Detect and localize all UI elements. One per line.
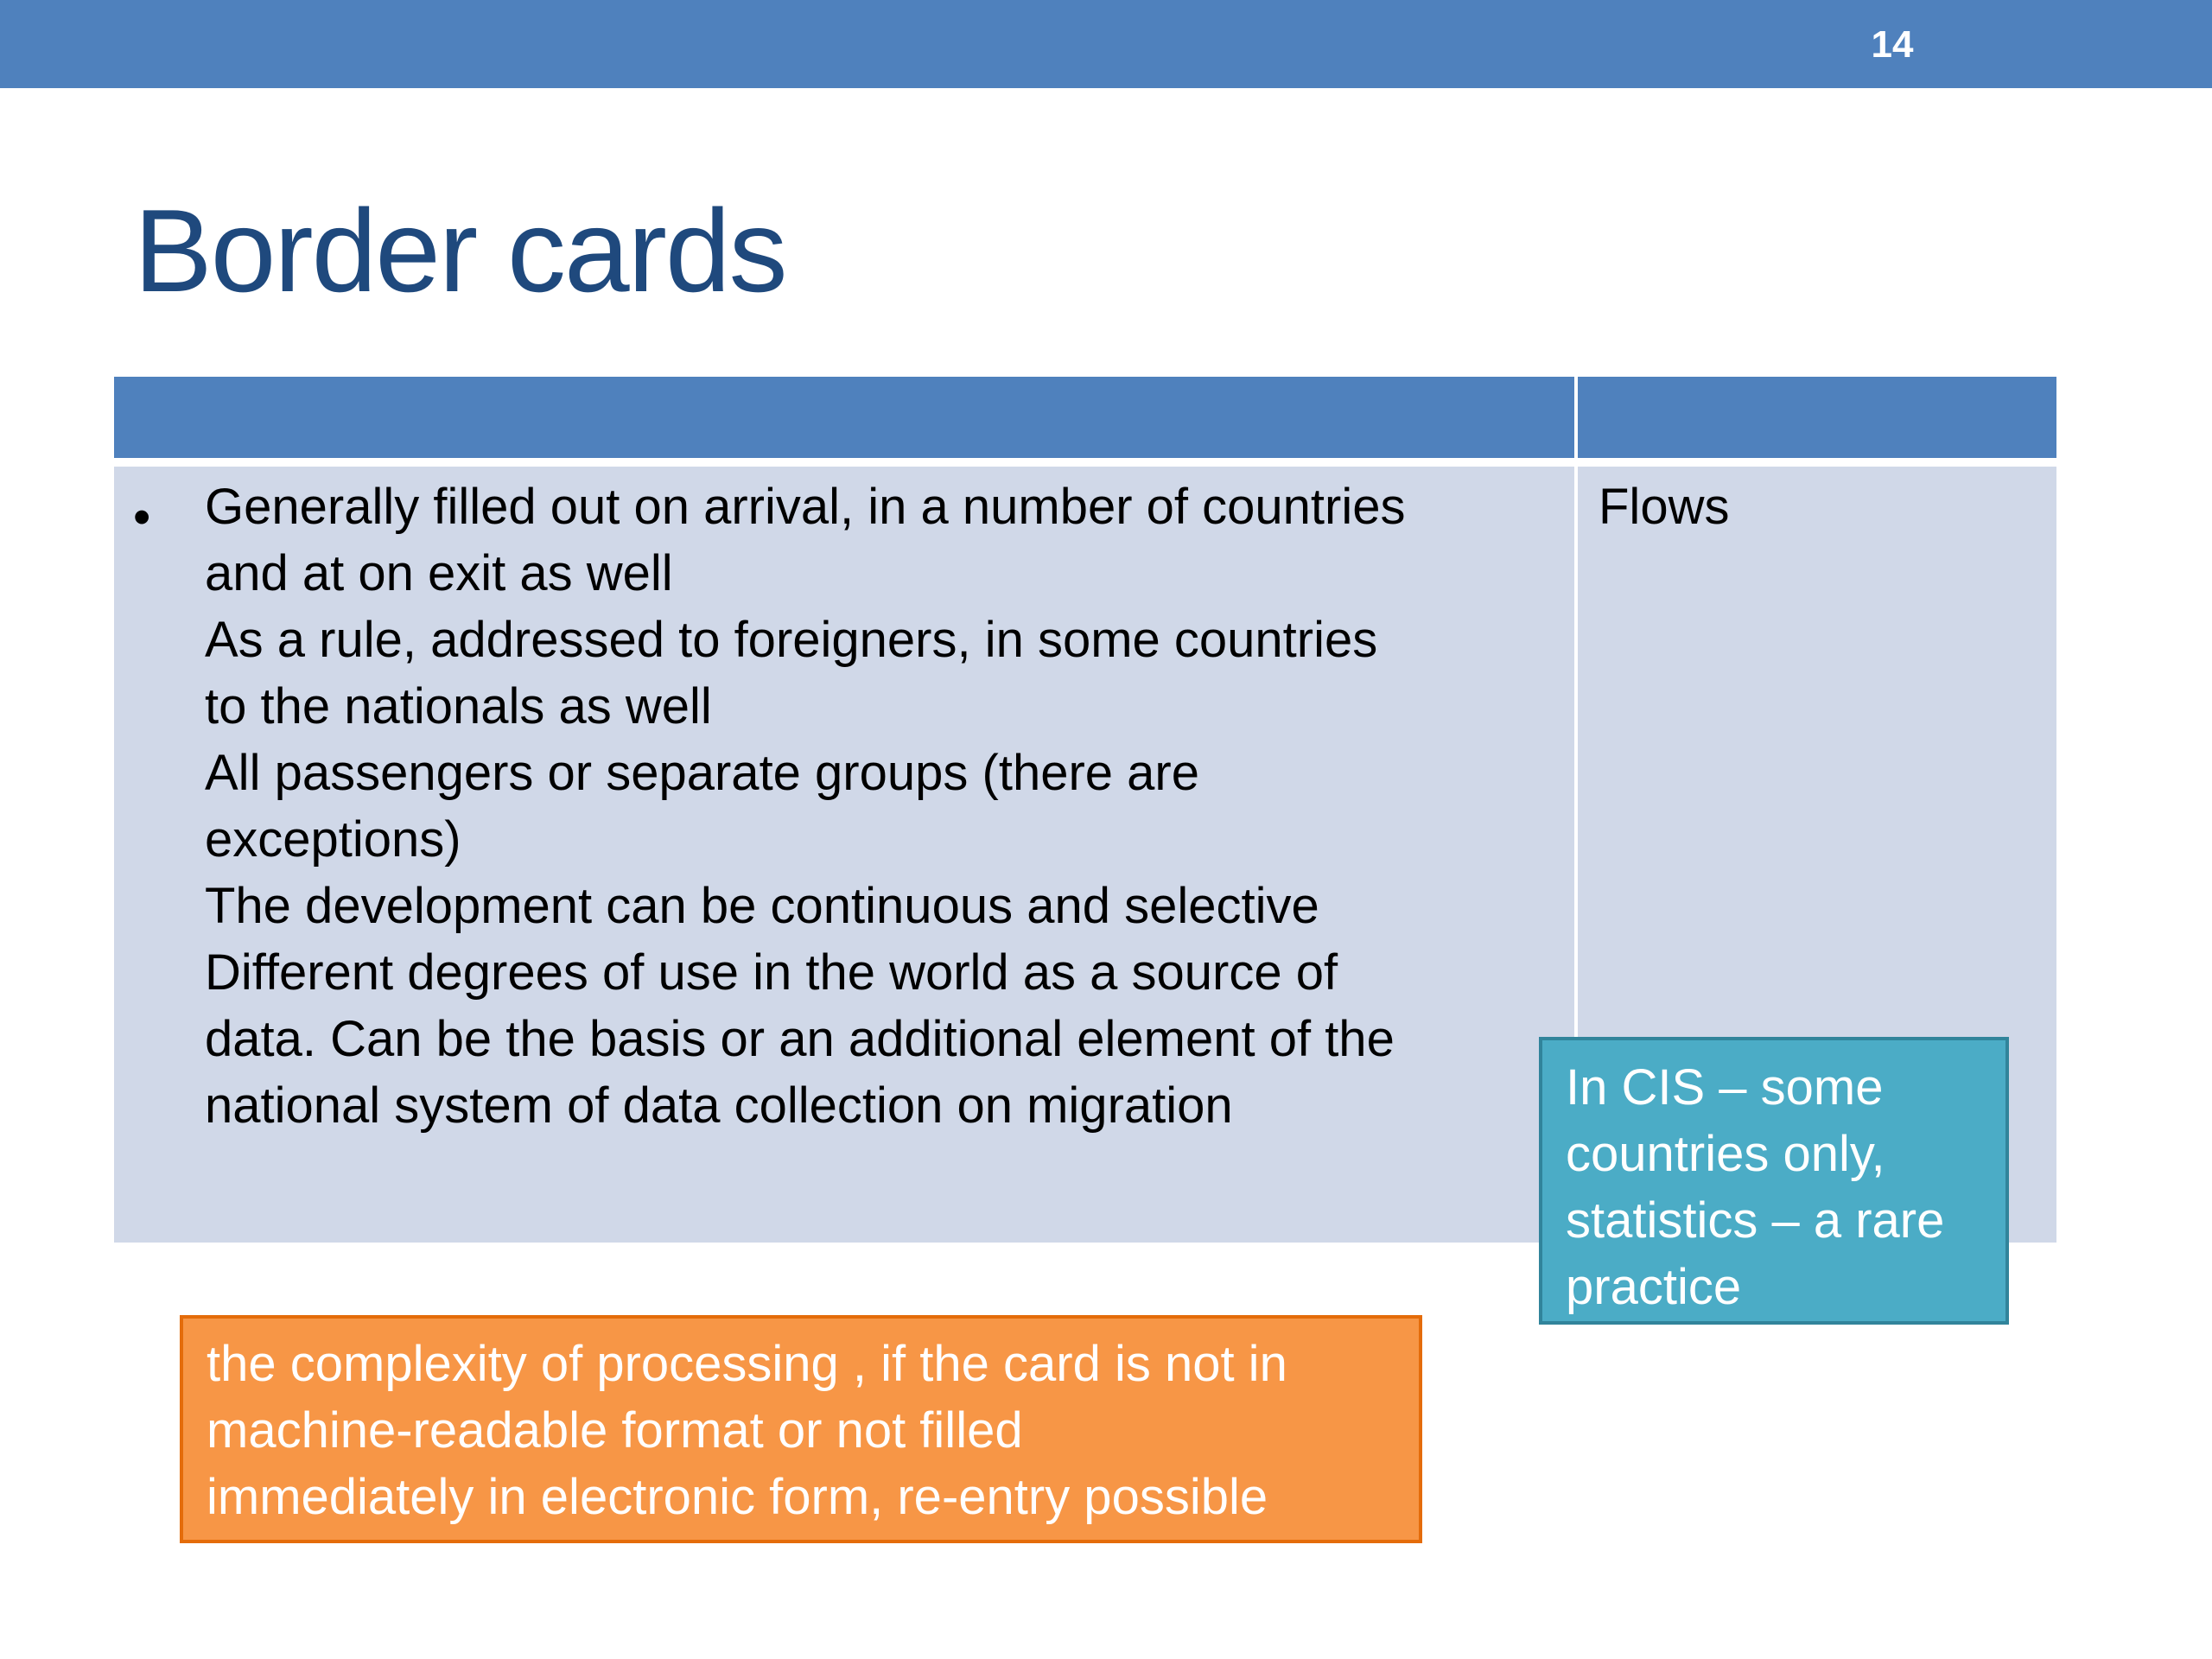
bullet-text (205, 474, 1570, 1139)
flows-label: Flows (1599, 479, 1730, 535)
slide-number: 14 (1871, 23, 1914, 66)
bullet-line: All passengers or separate groups (there are (205, 745, 1199, 801)
table-header-cell-side (1578, 377, 2056, 458)
bullet-line: national system of data collection on migration (205, 1077, 1233, 1134)
bullet-line: data. Can be the basis or an additional element of the (205, 1011, 1395, 1067)
note-line: the complexity of processing , if the card is not in (207, 1336, 1287, 1392)
bullet-line: to the nationals as well (205, 678, 712, 734)
bullet-line: Generally filled out on arrival, in a number of countries (205, 479, 1406, 535)
bullet-line: exceptions) (205, 811, 461, 868)
bullet-line: Different degrees of use in the world as a source of (205, 944, 1338, 1001)
cis-callout-line: practice (1566, 1259, 1742, 1315)
bullet-line: and at on exit as well (205, 545, 673, 601)
table-header-cell-main (114, 377, 1574, 458)
processing-note-box (180, 1315, 1422, 1543)
cis-callout-line: In CIS – some (1566, 1059, 1884, 1116)
bullet-line: The development can be continuous and selective (205, 878, 1319, 934)
bullet-marker: • (133, 489, 151, 545)
note-line: immediately in electronic form, re-entry possible (207, 1469, 1268, 1525)
slide-title: Border cards (134, 185, 786, 316)
top-bar (0, 0, 2212, 88)
cis-callout-box (1539, 1037, 2009, 1325)
cis-callout-line: statistics – a rare (1566, 1192, 1945, 1249)
cis-callout-line: countries only, (1566, 1126, 1885, 1182)
note-line: machine-readable format or not filled (207, 1402, 1023, 1459)
bullet-line: As a rule, addressed to foreigners, in some countries (205, 612, 1378, 668)
